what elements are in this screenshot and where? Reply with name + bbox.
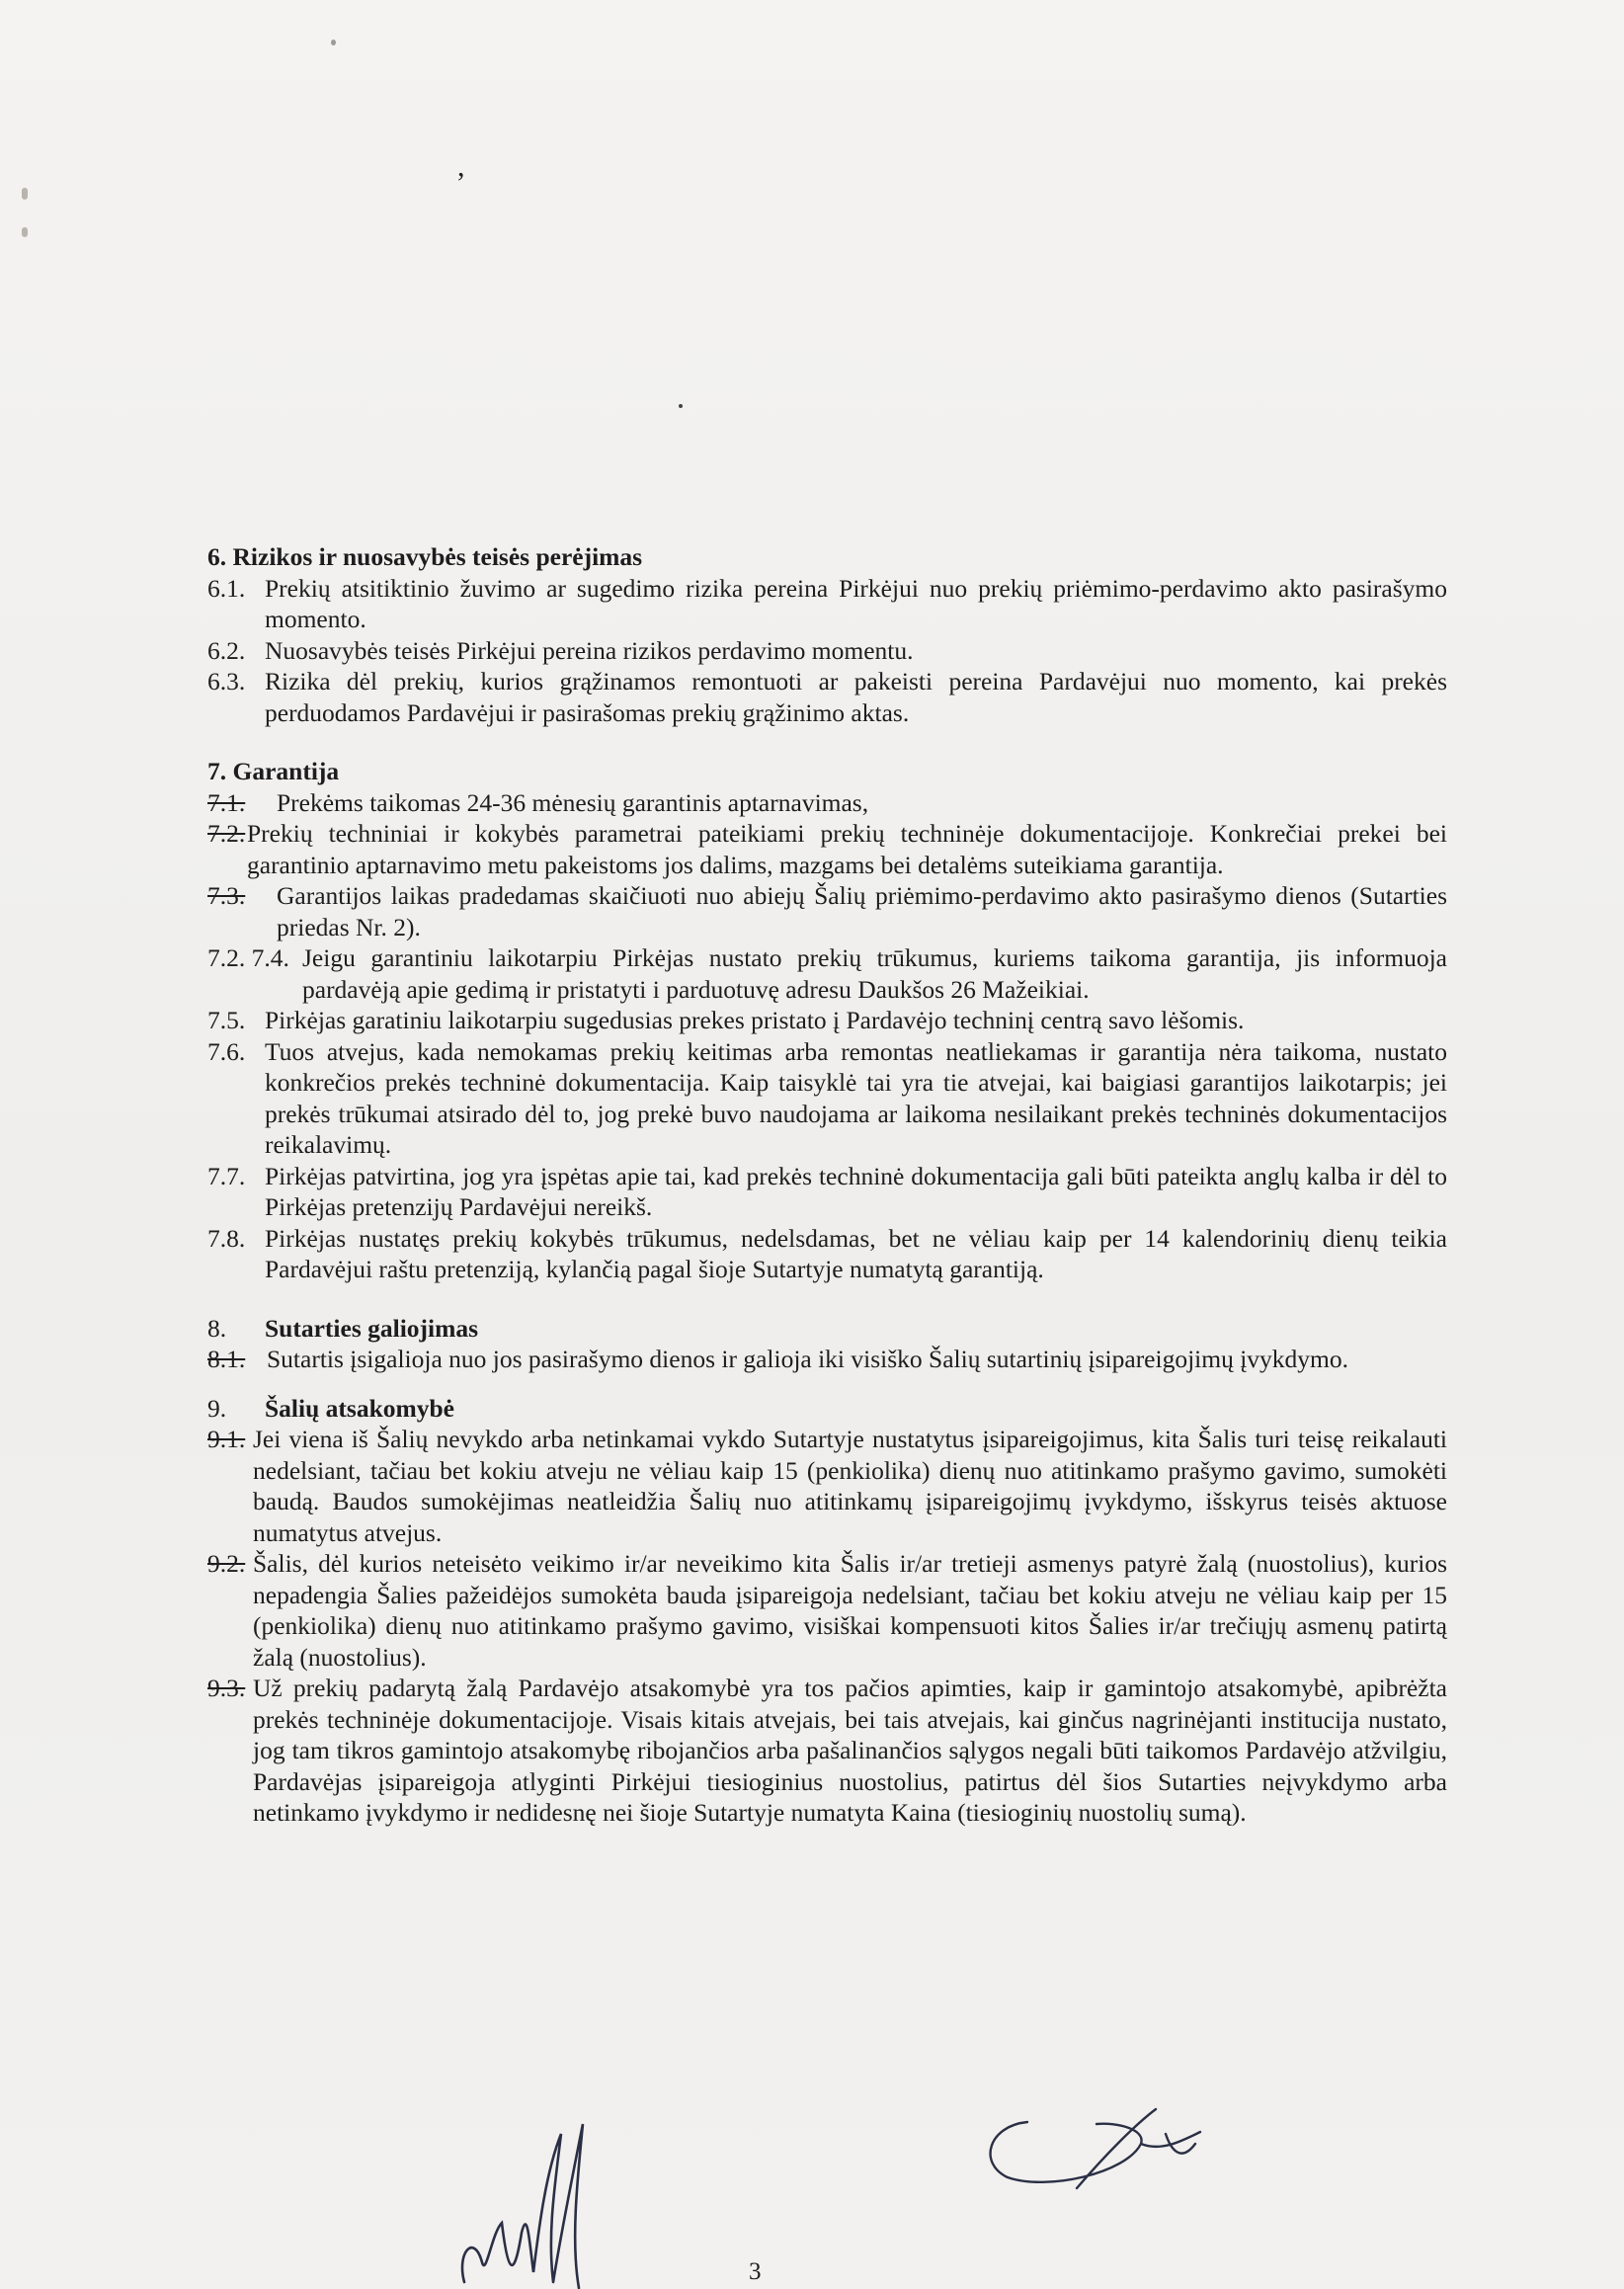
scan-speck — [331, 40, 336, 45]
clause-8-1 — [207, 1344, 1447, 1375]
punch-hole-mark — [22, 188, 28, 200]
clause-number: 9.2. — [207, 1549, 246, 1578]
clause-7-8 — [207, 1223, 1447, 1285]
clause-number: 7.2. 7.4. — [207, 943, 289, 972]
clause-6-2 — [207, 635, 1447, 667]
clause-text: Prekėms taikomas 24-36 mėnesių garantinis aptarnavimas, — [277, 787, 869, 817]
signature-left — [445, 2114, 632, 2289]
clause-text: Prekių atsitiktinio žuvimo ar sugedimo rizika pereina Pirkėjui nuo prekių priėmimo-perdavimo akto pasirašymo momento. — [265, 573, 1447, 633]
clause-number: 6.1. — [207, 573, 246, 603]
clause-text: Garantijos laikas pradedamas skaičiuoti nuo abiejų Šalių priėmimo-perdavimo akto pasirašymo dienos (Sutarties priedas Nr. 2). — [277, 881, 1447, 941]
clause-number: 9.1. — [207, 1425, 246, 1453]
clause-number: 6.3. — [207, 667, 246, 695]
section-8-title — [207, 1313, 1447, 1345]
clause-text: Rizika dėl prekių, kurios grąžinamos remontuoti ar pakeisti pereina Pardavėjui nuo momento, kai prekės perduodamos Pardavėjui ir pasirašomas prekių grąžinimo aktas. — [265, 667, 1447, 727]
clause-7-3 — [207, 880, 1447, 942]
clause-text: Jeigu garantiniu laikotarpiu Pirkėjas nustato prekių trūkumus, kuriems taikoma garantija, jis informuoja pardavėją apie gedimą ir pristatyti i parduotuvę adresu Daukšos 26 Mažeikiai. — [302, 943, 1447, 1004]
clause-number: 7.3. — [207, 881, 246, 910]
clause-7-4 — [207, 942, 1447, 1005]
clause-7-1 — [207, 787, 1447, 819]
clause-9-3 — [207, 1673, 1447, 1829]
clause-number: 6.2. — [207, 635, 246, 665]
punch-hole-mark — [22, 227, 28, 237]
clause-text: Tuos atvejus, kada nemokamas prekių keitimas arba remontas neatliekamas ir garantija nėra taikoma, nustato konkrečios prekės techninė dokumentacija. Kaip taisyklė tai yra tie atvejai, kai baigiasi garantijos laikotarpis; jei prekės trūkumai atsirado dėl to, jog prekė buvo naudojama ar laikoma nesilaikant prekės techninės dokumentacijos reikalavimų. — [265, 1036, 1447, 1159]
section-title-text: Sutarties galiojimas — [265, 1313, 479, 1343]
section-9-title — [207, 1393, 1447, 1425]
section-number: 9. — [207, 1393, 227, 1423]
clause-text: Pirkėjas nustatęs prekių kokybės trūkumus, nedelsdamas, bet ne vėliau kaip per 14 kalendorinių dienų teikia Pardavėjui raštu pretenziją, kylančią pagal šioje Sutartyje numatytą garantiją. — [265, 1223, 1447, 1283]
clause-text: Už prekių padarytą žalą Pardavėjo atsakomybė yra tos pačios apimties, kaip ir gamintojo atsakomybė, apibrėžta prekės techninėje dokumentacijoje. Visais kitais atvejais, bei tais atvejais, kai ginčus nagrinėjanti institucija nustato, jog tam tikros gamintojo atsakomybę ribojančios arba pašalinančios sąlygos negali būti taikomos Pardavėjo atžvilgiu, Pardavėjas įsipareigoja atlyginti Pirkėjui tiesioginius nuostolius, patirtus dėl šios Sutarties neįvykdymo arba netinkamo įvykdymo ir nedidesnę nei šioje Sutartyje numatyta Kaina (tiesioginių nuostolių sumą). — [253, 1674, 1447, 1827]
clause-9-2 — [207, 1548, 1447, 1673]
document-body — [207, 541, 1447, 1829]
clause-text: Sutartis įsigalioja nuo jos pasirašymo dienos ir galioja iki visiško Šalių sutartinių įsipareigojimų įvykdymo. — [267, 1345, 1349, 1373]
clause-6-1 — [207, 573, 1447, 635]
clause-number: 7.5. — [207, 1006, 246, 1034]
section-title-text: Šalių atsakomybė — [265, 1393, 454, 1423]
clause-text: Prekių techniniai ir kokybės parametrai pateikiami prekių techninėje dokumentacijoje. Konkrečiai prekei bei garantinio aptarnavimo metu pakeistoms jos dalims, mazgams bei detalėms suteikiama garantija. — [247, 819, 1447, 879]
clause-7-5 — [207, 1005, 1447, 1036]
clause-text: Šalis, dėl kurios neteisėto veikimo ir/ar neveikimo kita Šalis ir/ar tretieji asmenys patyrė žalą (nuostolius), kurios nepadengia Šalies pažeidėjos sumokėta bauda įsipareigoja nedelsiant, tačiau bet kokiu atveju ne vėliau kaip per 15 (penkiolika) dienų nuo atitinkamo prašymo gavimo, visiškai kompensuoti kitos Šalies ir/ar trečiųjų asmenų patirtą žalą (nuostolius). — [253, 1549, 1447, 1672]
clause-text: Nuosavybės teisės Pirkėjui pereina rizikos perdavimo momentu. — [265, 635, 914, 665]
signature-right — [968, 2104, 1225, 2193]
clause-7-2 — [207, 818, 1447, 880]
scan-speck — [679, 404, 683, 408]
clause-7-6 — [207, 1036, 1447, 1161]
section-7-title: 7. Garantija — [207, 757, 340, 785]
clause-6-3 — [207, 666, 1447, 728]
page-number: 3 — [749, 2258, 762, 2285]
clause-9-1 — [207, 1424, 1447, 1548]
clause-text: Pirkėjas patvirtina, jog yra įspėtas apie tai, kad prekės techninė dokumentacija gali būti pateikta anglų kalba ir dėl to Pirkėjas pretenzijų Pardavėjui nereikš. — [265, 1161, 1447, 1221]
clause-text: Jei viena iš Šalių nevykdo arba netinkamai vykdo Sutartyje nustatytus įsipareigojimus, kita Šalis turi teisę reikalauti nedelsiant, tačiau bet kokiu atveju ne vėliau kaip 15 (penkiolika) dienų nuo atitinkamo prašymo gavimo, sumokėti baudą. Baudos sumokėjimas neatleidžia Šalių nuo atitinkamų įsipareigojimų įvykdymo, išskyrus teisės aktuose numatytus atvejus. — [253, 1425, 1447, 1547]
clause-number: 7.2. — [207, 819, 246, 848]
clause-number: 7.6. — [207, 1036, 246, 1066]
clause-number: 7.7. — [207, 1161, 246, 1190]
section-6-title: 6. Rizikos ir nuosavybės teisės perėjimas — [207, 542, 643, 571]
clause-text: Pirkėjas garatiniu laikotarpiu sugedusias prekes pristato į Pardavėjo techninį centrą savo lėšomis. — [265, 1006, 1245, 1034]
clause-7-7 — [207, 1161, 1447, 1223]
clause-number: 9.3. — [207, 1674, 246, 1702]
clause-number: 7.1. — [207, 787, 246, 817]
stray-mark: , — [457, 150, 465, 183]
clause-number: 8.1. — [207, 1345, 246, 1373]
clause-number: 7.8. — [207, 1223, 246, 1253]
section-number: 8. — [207, 1313, 227, 1343]
